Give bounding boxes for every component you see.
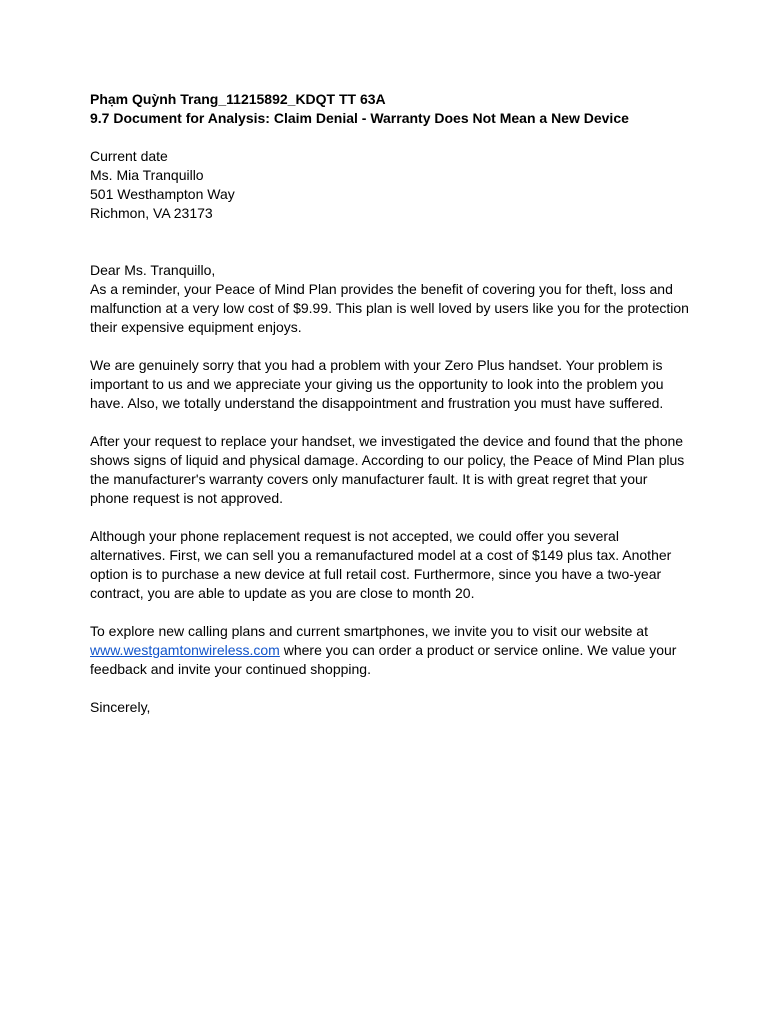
document-title: 9.7 Document for Analysis: Claim Denial - Warranty Does Not Mean a New Device — [90, 110, 629, 126]
letter-body — [90, 261, 690, 717]
street-address: 501 Westhampton Way — [90, 186, 235, 202]
paragraph-alternatives: Although your phone replacement request is not accepted, we could offer you several alternatives. First, we can sell you a remanufactured model at a cost of $149 plus tax. Another option is to purchase a new device at full retail cost. Furthermore, since you have a two-year contract, you are able to update as you are close to month 20. — [90, 528, 672, 601]
address-block — [90, 147, 690, 223]
document-page — [90, 90, 690, 717]
city-state-zip: Richmon, VA 23173 — [90, 205, 213, 221]
paragraph-reminder: As a reminder, your Peace of Mind Plan provides the benefit of covering you for theft, loss and malfunction at a very low cost of $9.99. This plan is well loved by users like you for the protection their expensive equipment enjoys. — [90, 281, 689, 335]
salutation: Dear Ms. Tranquillo, — [90, 262, 216, 278]
paragraph-website-rest: where you can order a product or service online. We value your feedback and invite your continued shopping. — [90, 642, 677, 677]
paragraph-website-intro: To explore new calling plans and current smartphones, we invite you to visit our website at — [90, 623, 648, 639]
paragraph-apology: We are genuinely sorry that you had a problem with your Zero Plus handset. Your problem is important to us and we appreciate your giving us the opportunity to look into the problem you have. Also, we totally understand the disappointment and frustration you must have suffered. — [90, 357, 664, 411]
closing: Sincerely, — [90, 699, 151, 715]
author-line: Phạm Quỳnh Trang_11215892_KDQT TT 63A — [90, 91, 386, 107]
recipient-name: Ms. Mia Tranquillo — [90, 167, 204, 183]
paragraph-investigation: After your request to replace your handset, we investigated the device and found that the phone shows signs of liquid and physical damage. According to our policy, the Peace of Mind Plan plus the manufacturer's warranty covers only manufacturer fault. It is with great regret that your phone request is not approved. — [90, 433, 685, 506]
date-line: Current date — [90, 148, 168, 164]
website-link[interactable]: www.westgamtonwireless.com — [90, 642, 280, 658]
paragraph-website — [90, 622, 690, 679]
